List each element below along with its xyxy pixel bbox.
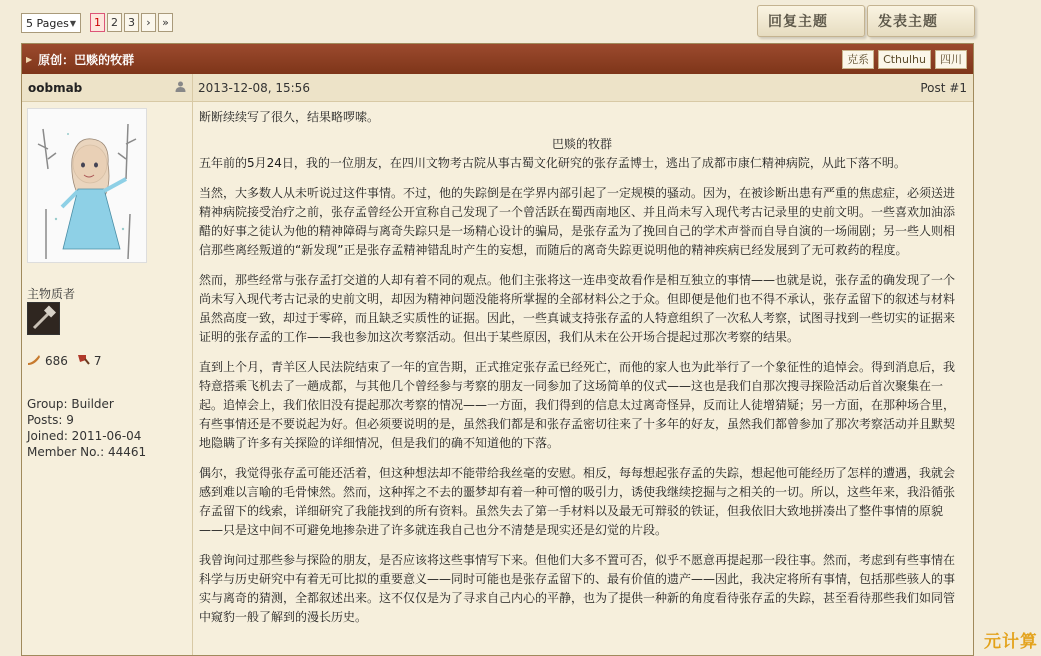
post-paragraph-5: 偶尔，我觉得张存孟可能还活着，但这种想法却不能带给我丝毫的安慰。相反，每每想起张存孟的失踪，想起他可能经历了怎样的遭遇，我就会感到难以言喻的毛骨悚然。然而，这种挥之不去的噩梦却有着一种可憎的吸引力，诱使我继续挖掘与之相关的一切。所以，这些年来，我沿循张存孟留下的线索，详细研究了我能找到的所有资料。虽然失去了第一手材料以及最无可辩驳的铁证，但我依旧大致地拼凑出了整件事情的原貌——只是这中间不可避免地掺杂进了许多就连我自己也分不清楚是现实还是幻觉的片段。 (199, 466, 956, 537)
post-paragraph-3: 然而，那些经常与张存孟打交道的人却有着不同的观点。他们主张将这一连串变故看作是相互独立的事情——也就是说，张存孟的确发现了一个尚未写入现代考古记录的史前文明，却因为精神问题没能将所掌握的全部材料公之于众。但即便是他们也不得不承认，张存孟留下的叙述与材料虽然高度一致，却过于零碎，而且缺乏实质性的证据。因此，一些真诚支持张存孟的人特意组织了一次私人考察，试图寻找到一些切实的证据来证明的张存孟的工作——我也参加这次考察活动。但出于某些原因，我们从未在公开场合提起过那次考察的结果。 (199, 273, 956, 344)
post-paragraph-4: 直到上个月，青羊区人民法院结束了一年的宣告期，正式推定张存孟已经死亡，而他的家人也为此举行了一个象征性的追悼会。得到消息后，我特意搭乘飞机去了一趟成都，与其他几个曾经参与考察的朋友一同参加了这场简单的仪式——这也是我们自那次搜寻探险活动后首次聚集在一起。追悼会上，我们依旧没有提起那次考察的情况——一方面，我们得到的信息太过离奇怪异，反而让人徒增猜疑；另一方面，在那种场合里，有些事情还是不要说起为好。但必须要说明的是，虽然我们都是和张存孟密切往来了十多年的好友，虽然我们都曾参加了那次考察活动并且默契地隐瞒了许多有关探险的详细情况，但是我们的确不知道他的下落。 (199, 360, 956, 450)
new-thread-button[interactable]: 发表主题 (867, 5, 975, 37)
chevron-down-icon: ▼ (69, 18, 76, 28)
author-bar (22, 74, 193, 101)
author-name[interactable]: oobmab (28, 80, 83, 95)
author-group: Group: Builder (27, 397, 114, 411)
post-intro: 断断续续写了很久，结果略啰嗦。 (199, 110, 380, 124)
post-number-link[interactable]: Post #1 (920, 80, 967, 95)
author-rank: 主物质者 (27, 287, 76, 301)
reply-thread-button[interactable]: 回复主题 (757, 5, 865, 37)
thread-tags (842, 50, 967, 69)
post-body (22, 102, 973, 656)
pages-select-value: 5 Pages (26, 16, 69, 30)
tag-1[interactable]: Cthulhu (878, 50, 931, 69)
triangle-right-icon: ▶ (26, 54, 33, 64)
author-member-no: Member No.: 44461 (27, 445, 147, 459)
post-paragraph-1: 五年前的5月24日，我的一位朋友，在四川文物考古院从事古蜀文化研究的张存孟博士，逃出了成都市康仁精神病院，从此下落不明。 (199, 156, 906, 170)
medal-icon (27, 302, 60, 335)
user-icon[interactable] (175, 81, 186, 95)
horn-icon (27, 353, 41, 368)
post-paragraph-6: 我曾询问过那些参与探险的朋友，是否应该将这些事情写下来。但他们大多不置可否，似乎不愿意再提起那一段往事。然而，考虑到有些事情在科学与历史研究中有着无可比拟的重要意义——同时可能也是张存孟留下的、最有价值的遗产——因此，我决定将所有事情，包括那些骇人的事实与离奇的猜测，全都叙述出来。这不仅仅是为了寻求自己内心的平静，也为了提供一种新的角度看待张存孟的失踪，甚至看待那些我们如同管中窥豹一般了解到的漫长历史。 (199, 553, 956, 624)
post-header (22, 74, 973, 102)
post-paragraph-2: 当然，大多数人从未听说过这件事情。不过，他的失踪倒是在学界内部引起了一定规模的骚动。因为，在被诊断出患有严重的焦虑症，必须送进精神病院接受治疗之前，张存孟曾经公开宣称自己发现了一个曾活跃在蜀西南地区、并且尚未写入现代考古记录里的史前文明。一些喜欢加油添醋的好事之徒认为他的精神障碍与离奇失踪只是一场精心设计的骗局，是张存孟为了挽回自己的学术声誉而自导自演的一场闹剧；另一些人则相信那些离经叛道的“新发现”正是张存孟精神错乱时产生的妄想，而随后的离奇失踪更说明他的精神疾病已经发展到了无可救药的程度。 (199, 186, 956, 257)
tag-0[interactable]: 克系 (842, 50, 874, 69)
thread-title (26, 51, 134, 68)
thread-title-text: 原创：巴赕的牧群 (38, 52, 135, 67)
stat-rep-value: 7 (93, 354, 102, 368)
story-heading: 巴赕的牧群 (551, 137, 612, 151)
thread-container (21, 43, 974, 656)
author-stats (27, 353, 102, 368)
last-page-button[interactable]: » (158, 13, 173, 32)
pagination (90, 13, 173, 32)
page-link-1[interactable]: 1 (90, 13, 105, 32)
avatar[interactable] (27, 108, 147, 263)
author-joined: Joined: 2011-06-04 (27, 429, 142, 443)
post-date: 2013-12-08, 15:56 (198, 80, 310, 95)
author-posts: Posts: 9 (27, 413, 74, 427)
page-link-3[interactable]: 3 (124, 13, 139, 32)
top-toolbar (0, 0, 1041, 42)
post-meta (193, 74, 973, 101)
stat-credit (27, 353, 68, 368)
watermark-logo: 元计算 (984, 632, 1038, 652)
page-link-2[interactable]: 2 (107, 13, 122, 32)
pages-select[interactable] (21, 13, 81, 33)
thread-header (22, 44, 973, 74)
stat-rep (76, 353, 102, 368)
tag-2[interactable]: 四川 (935, 50, 967, 69)
author-info (27, 396, 146, 460)
author-sidebar (22, 102, 193, 656)
stat-credit-value: 686 (45, 354, 68, 368)
next-page-button[interactable]: › (141, 13, 156, 32)
cleaver-icon (76, 353, 90, 368)
post-content (193, 102, 973, 656)
